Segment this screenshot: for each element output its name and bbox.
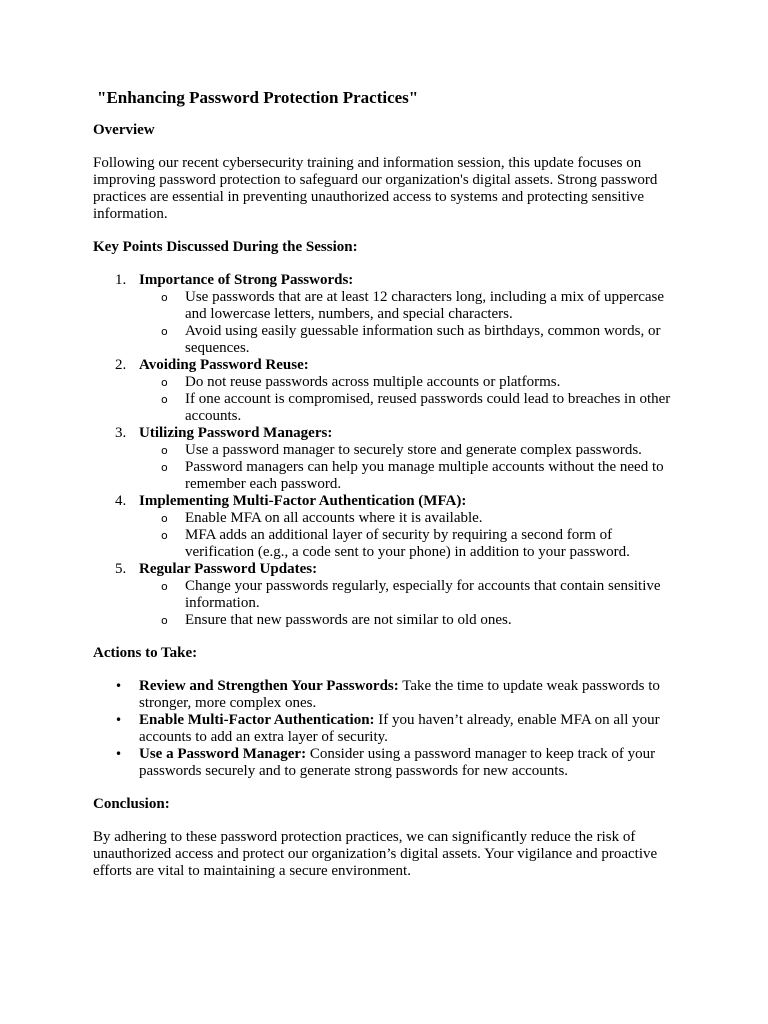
action-text: Take the time to update weak passwords to stronger, more complex ones. (139, 678, 660, 711)
key-point-item (93, 357, 678, 425)
sub-point (139, 442, 678, 459)
action-label: Enable Multi-Factor Authentication: (139, 712, 375, 728)
key-point-item (93, 561, 678, 629)
bullet-icon: • (115, 679, 123, 693)
key-points-heading: Key Points Discussed During the Session: (93, 239, 358, 255)
action-label: Review and Strengthen Your Passwords: (139, 678, 399, 694)
sub-bullet-icon: o (161, 393, 168, 406)
sub-point (139, 578, 678, 612)
bullet-icon: • (115, 713, 123, 727)
overview-heading: Overview (93, 122, 155, 138)
sub-point-text: Enable MFA on all accounts where it is available. (185, 510, 483, 526)
sub-point (139, 374, 678, 391)
conclusion-heading: Conclusion: (93, 796, 170, 812)
action-label: Use a Password Manager: (139, 746, 307, 762)
key-point-item (93, 272, 678, 357)
sub-bullet-icon: o (161, 376, 168, 389)
sub-point-list (139, 374, 678, 425)
action-item (93, 678, 678, 712)
key-point-item (93, 493, 678, 561)
sub-point (139, 527, 678, 561)
action-item (93, 712, 678, 746)
sub-point-text: Do not reuse passwords across multiple accounts or platforms. (185, 374, 561, 390)
sub-point-text: Ensure that new passwords are not similar to old ones. (185, 612, 512, 628)
sub-bullet-icon: o (161, 512, 168, 525)
sub-point-list (139, 578, 678, 629)
sub-point-text: Use a password manager to securely store and generate complex passwords. (185, 442, 642, 458)
key-point-number: 4. (115, 493, 127, 509)
sub-point-text: Avoid using easily guessable information such as birthdays, common words, or sequences. (185, 323, 661, 356)
sub-point-text: Password managers can help you manage multiple accounts without the need to remember each password. (185, 459, 664, 492)
key-point-number: 3. (115, 425, 127, 441)
overview-paragraph: Following our recent cybersecurity training and information session, this update focuses on improving password protection to safeguard our organization's digital assets. Strong password practices are essential in preventing unauthorized access to systems and protecting sensitive information. (93, 155, 658, 222)
conclusion-paragraph: By adhering to these password protection practices, we can significantly reduce the risk of unauthorized access and protect our organization’s digital assets. Your vigilance and proactive efforts are vital to maintaining a secure environment. (93, 829, 658, 879)
sub-bullet-icon: o (161, 444, 168, 457)
sub-point-list (139, 289, 678, 357)
actions-list (93, 678, 678, 780)
action-text: Consider using a password manager to keep track of your passwords securely and to generate strong passwords for new accounts. (139, 746, 656, 779)
bullet-icon: • (115, 747, 123, 761)
sub-point (139, 459, 678, 493)
sub-point (139, 289, 678, 323)
sub-bullet-icon: o (161, 614, 168, 627)
sub-point-text: MFA adds an additional layer of security by requiring a second form of verification (e.g., a code sent to your phone) in addition to your password. (185, 527, 630, 560)
sub-point-text: If one account is compromised, reused passwords could lead to breaches in other accounts. (185, 391, 671, 424)
action-text: If you haven’t already, enable MFA on all your accounts to add an extra layer of security. (139, 712, 660, 745)
sub-bullet-icon: o (161, 461, 168, 474)
document-title: "Enhancing Password Protection Practices" (97, 88, 419, 107)
sub-bullet-icon: o (161, 580, 168, 593)
sub-point (139, 612, 678, 629)
sub-point-list (139, 510, 678, 561)
sub-bullet-icon: o (161, 529, 168, 542)
key-point-number: 2. (115, 357, 127, 373)
key-point-title: Regular Password Updates: (139, 561, 318, 577)
key-points-list (93, 272, 678, 629)
key-point-title: Implementing Multi-Factor Authentication (MFA): (139, 493, 467, 509)
sub-point-text: Use passwords that are at least 12 characters long, including a mix of uppercase and lowercase letters, numbers, and special characters. (185, 289, 665, 322)
sub-bullet-icon: o (161, 325, 168, 338)
key-point-title: Avoiding Password Reuse: (139, 357, 309, 373)
key-point-item (93, 425, 678, 493)
sub-bullet-icon: o (161, 291, 168, 304)
actions-heading: Actions to Take: (93, 645, 198, 661)
sub-point (139, 323, 678, 357)
sub-point-text: Change your passwords regularly, especially for accounts that contain sensitive information. (185, 578, 661, 611)
action-item (93, 746, 678, 780)
sub-point (139, 391, 678, 425)
sub-point-list (139, 442, 678, 493)
key-point-title: Importance of Strong Passwords: (139, 272, 354, 288)
key-point-title: Utilizing Password Managers: (139, 425, 333, 441)
key-point-number: 5. (115, 561, 127, 577)
sub-point (139, 510, 678, 527)
key-point-number: 1. (115, 272, 127, 288)
